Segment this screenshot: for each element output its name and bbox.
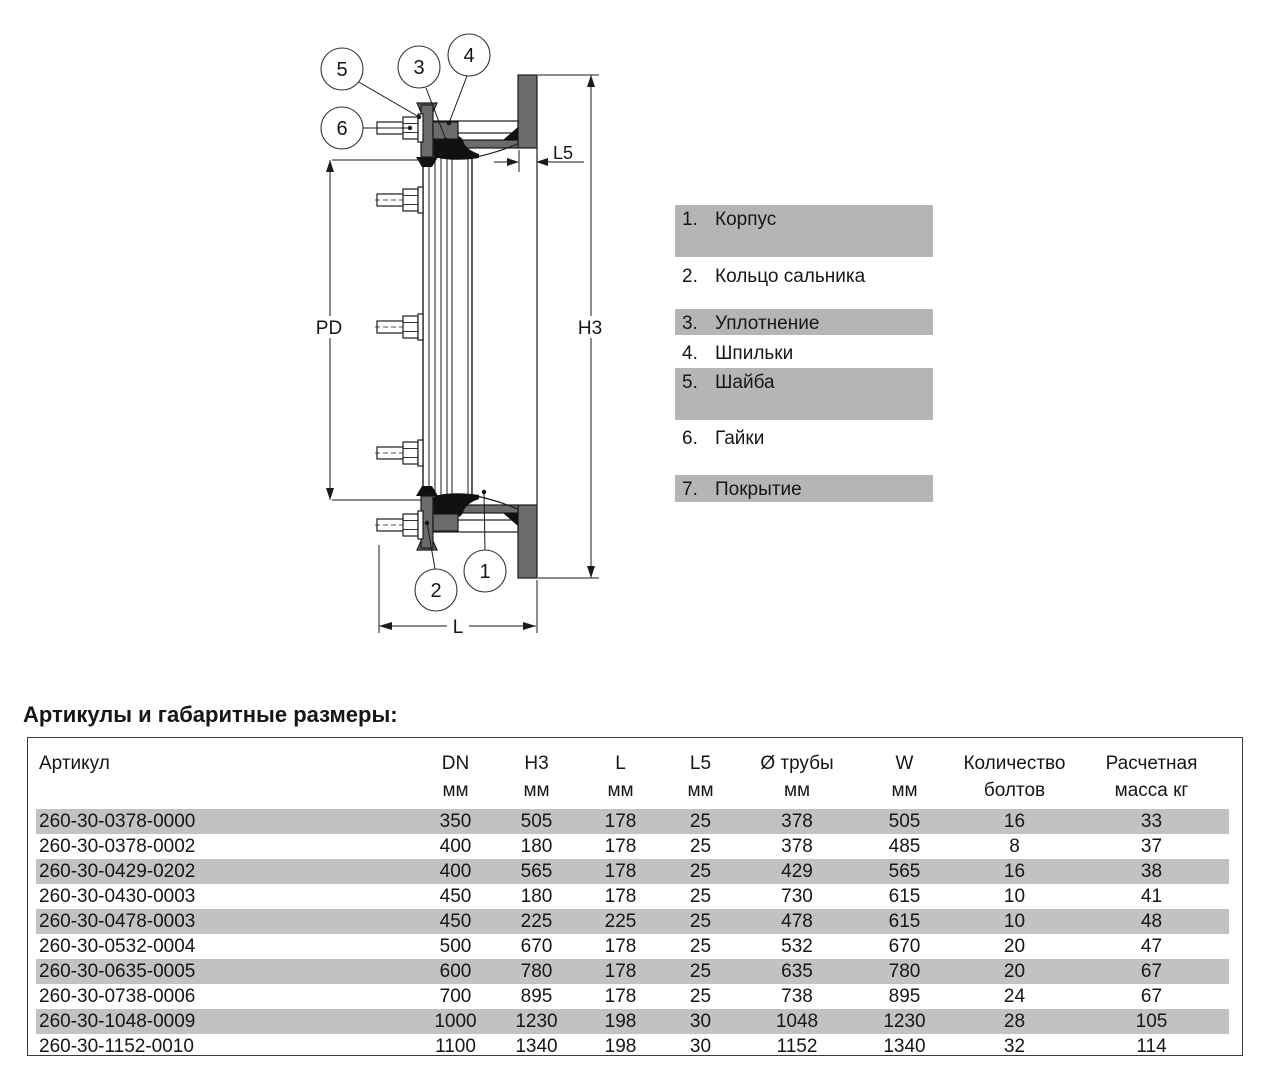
- table-row: [36, 859, 1229, 884]
- table-row: [36, 984, 1229, 1009]
- dimensions-table: [36, 738, 1229, 1059]
- cell-w: 1340: [883, 1036, 926, 1057]
- cell-h3: 1340: [515, 1036, 558, 1057]
- cell-artikul: 260-30-0478-0003: [36, 909, 418, 934]
- cell-mass: 38: [1074, 859, 1229, 884]
- table-row: [36, 934, 1229, 959]
- cell-mass: 48: [1074, 909, 1229, 934]
- cell-bolts: 8: [1009, 836, 1020, 857]
- legend-item-number: 7.: [682, 479, 698, 500]
- callout-2: [415, 569, 457, 611]
- col-header-l5: L5: [689, 753, 712, 774]
- pd-label: PD: [315, 318, 343, 339]
- cell-l5: 25: [689, 886, 712, 907]
- cell-l: 178: [580, 959, 661, 984]
- cell-pipe: 1152: [776, 1036, 818, 1057]
- table-row: [36, 909, 1229, 934]
- legend-item-label: Шайба: [715, 372, 775, 393]
- cell-w: 895: [888, 986, 921, 1007]
- cell-l5: 25: [689, 836, 712, 857]
- weld-fillets: [503, 127, 518, 526]
- legend-item-number: 1.: [682, 209, 698, 230]
- legend-item-label: Уплотнение: [715, 313, 820, 334]
- col-unit: мм: [607, 780, 634, 801]
- cell-h3: 670: [520, 936, 553, 957]
- table-row: [36, 959, 1229, 984]
- col-unit: болтов: [983, 780, 1046, 801]
- legend-item-korpus: [675, 205, 933, 257]
- cell-dn: 600: [418, 959, 493, 984]
- cell-bolts: 24: [1003, 986, 1026, 1007]
- legend-item-label: Кольцо сальника: [715, 266, 866, 287]
- cell-artikul: 260-30-0738-0006: [39, 986, 196, 1007]
- cell-h3: 1230: [493, 1009, 580, 1034]
- cell-l5: 25: [661, 909, 740, 934]
- callout-1-number: 1: [479, 561, 491, 583]
- legend-item-number: 3.: [682, 313, 698, 334]
- cell-mass: 114: [1136, 1036, 1167, 1057]
- cell-h3: 780: [493, 959, 580, 984]
- cell-l: 198: [580, 1009, 661, 1034]
- callout-6: [321, 107, 363, 149]
- cell-bolts: 10: [955, 909, 1074, 934]
- legend-item-number: 2.: [682, 266, 698, 287]
- cell-pipe: 378: [781, 836, 813, 857]
- cell-dn: 450: [418, 909, 493, 934]
- cell-w: 615: [854, 909, 955, 934]
- cell-pipe: 635: [740, 959, 854, 984]
- callout-4-number: 4: [463, 45, 475, 67]
- cell-mass: 47: [1140, 936, 1163, 957]
- col-unit: мм: [783, 780, 811, 801]
- col-header-pipe-diameter: Ø трубы: [760, 753, 834, 774]
- cell-artikul: 260-30-0430-0003: [39, 886, 196, 907]
- col-unit: масса кг: [1114, 780, 1189, 801]
- table-row: [36, 809, 1229, 834]
- cell-mass: 67: [1074, 959, 1229, 984]
- cell-h3: 565: [493, 859, 580, 884]
- col-header-artikul: Артикул: [39, 753, 110, 774]
- cell-bolts: 16: [955, 859, 1074, 884]
- cell-l5: 25: [661, 859, 740, 884]
- cell-pipe: 738: [781, 986, 813, 1007]
- legend-item-shpilki: [675, 339, 933, 365]
- cell-h3: 225: [493, 909, 580, 934]
- cell-artikul: 260-30-1152-0010: [39, 1036, 194, 1057]
- cell-dn: 450: [439, 886, 472, 907]
- table-row: [36, 884, 1229, 909]
- legend-item-shayba: [675, 368, 933, 420]
- socket-curves: [472, 144, 517, 509]
- cell-dn: 1100: [435, 1036, 476, 1057]
- legend-item-label: Шпильки: [715, 343, 794, 364]
- cell-artikul: 260-30-0378-0000: [36, 809, 418, 834]
- col-header-h3: H3: [524, 753, 549, 774]
- stud-nut-assemblies: [375, 114, 423, 539]
- cell-w: 670: [888, 936, 921, 957]
- cell-l: 198: [604, 1036, 637, 1057]
- cell-l5: 30: [661, 1009, 740, 1034]
- legend-item-kolco-salnika: [675, 262, 933, 288]
- table-row: [36, 1009, 1229, 1034]
- cell-dn: 700: [439, 986, 472, 1007]
- col-unit: [36, 780, 418, 809]
- cell-l: 178: [580, 809, 661, 834]
- cell-h3: 505: [493, 809, 580, 834]
- cell-l: 178: [604, 936, 637, 957]
- cell-artikul: 260-30-1048-0009: [36, 1009, 418, 1034]
- table-row: [36, 1034, 1229, 1059]
- cell-artikul: 260-30-0378-0002: [39, 836, 196, 857]
- cell-bolts: 20: [955, 959, 1074, 984]
- callout-2-number: 2: [430, 580, 442, 602]
- cell-h3: 180: [520, 886, 553, 907]
- cell-bolts: 16: [955, 809, 1074, 834]
- col-unit: мм: [891, 780, 918, 801]
- callout-3-number: 3: [413, 57, 425, 79]
- cell-bolts: 10: [1003, 886, 1026, 907]
- cell-w: 780: [854, 959, 955, 984]
- callout-5: [321, 48, 363, 90]
- col-unit: мм: [442, 780, 469, 801]
- cell-l: 178: [604, 886, 637, 907]
- dimension-l: [379, 545, 537, 638]
- callout-1: [464, 550, 506, 592]
- body-sleeve: [423, 153, 472, 500]
- cell-l: 178: [580, 859, 661, 884]
- col-unit: мм: [523, 780, 550, 801]
- callout-5-number: 5: [336, 59, 348, 81]
- cell-artikul: 260-30-0635-0005: [36, 959, 418, 984]
- legend-item-gayki: [675, 424, 933, 450]
- cell-l5: 25: [661, 959, 740, 984]
- cell-pipe: 532: [781, 936, 813, 957]
- cell-pipe: 730: [781, 886, 813, 907]
- col-header-mass: Расчетная: [1105, 753, 1198, 774]
- cell-bolts: 32: [1003, 1036, 1026, 1057]
- cell-pipe: 378: [740, 809, 854, 834]
- cell-dn: 500: [439, 936, 472, 957]
- table-units-row: [36, 780, 1229, 809]
- col-unit: мм: [687, 780, 714, 801]
- cell-w: 565: [854, 859, 955, 884]
- callout-3: [398, 46, 440, 88]
- callout-6-number: 6: [336, 118, 348, 140]
- cell-dn: 350: [418, 809, 493, 834]
- col-header-w: W: [895, 753, 914, 774]
- callout-4: [448, 34, 490, 76]
- cell-h3: 180: [520, 836, 553, 857]
- table-row: [36, 834, 1229, 859]
- cell-artikul: 260-30-0429-0202: [36, 859, 418, 884]
- table-header-row: [36, 738, 1229, 780]
- cell-l: 225: [580, 909, 661, 934]
- cell-mass: 105: [1074, 1009, 1229, 1034]
- legend-item-number: 4.: [682, 343, 698, 364]
- l-label: L: [452, 617, 464, 638]
- cell-mass: 37: [1140, 836, 1163, 857]
- cell-mass: 33: [1074, 809, 1229, 834]
- cell-dn: 400: [439, 836, 472, 857]
- legend-item-label: Гайки: [715, 428, 765, 449]
- col-header-dn: DN: [441, 753, 470, 774]
- assembly-diagram: [300, 10, 620, 670]
- cell-l5: 30: [689, 1036, 712, 1057]
- cell-w: 615: [888, 886, 921, 907]
- col-header-bolt-count: Количество: [963, 753, 1066, 774]
- cell-w: 505: [854, 809, 955, 834]
- cell-artikul: 260-30-0532-0004: [39, 936, 196, 957]
- cell-w: 485: [888, 836, 921, 857]
- cell-l: 178: [604, 986, 637, 1007]
- section-title: Артикулы и габаритные размеры:: [23, 702, 398, 727]
- cell-w: 1230: [854, 1009, 955, 1034]
- h3-label: H3: [577, 318, 603, 339]
- cell-l5: 25: [689, 936, 712, 957]
- cell-mass: 67: [1140, 986, 1163, 1007]
- legend-item-uplotnenie: [675, 309, 933, 335]
- cell-l: 178: [604, 836, 637, 857]
- cell-bolts: 20: [1003, 936, 1026, 957]
- cell-pipe: 1048: [740, 1009, 854, 1034]
- legend-item-label: Покрытие: [715, 479, 802, 500]
- cell-l5: 25: [689, 986, 712, 1007]
- dimensions-table-frame: [27, 737, 1243, 1056]
- legend-item-number: 6.: [682, 428, 698, 449]
- col-header-l: L: [615, 753, 626, 774]
- parts-legend: [675, 205, 933, 507]
- cell-bolts: 28: [955, 1009, 1074, 1034]
- l5-label: L5: [553, 143, 574, 163]
- legend-item-pokrytie: [675, 475, 933, 502]
- cell-pipe: 429: [740, 859, 854, 884]
- cell-h3: 895: [520, 986, 553, 1007]
- cell-mass: 41: [1140, 886, 1163, 907]
- cell-dn: 400: [418, 859, 493, 884]
- legend-item-number: 5.: [682, 372, 698, 393]
- cell-l5: 25: [661, 809, 740, 834]
- cell-dn: 1000: [418, 1009, 493, 1034]
- cell-pipe: 478: [740, 909, 854, 934]
- legend-item-label: Корпус: [715, 209, 777, 230]
